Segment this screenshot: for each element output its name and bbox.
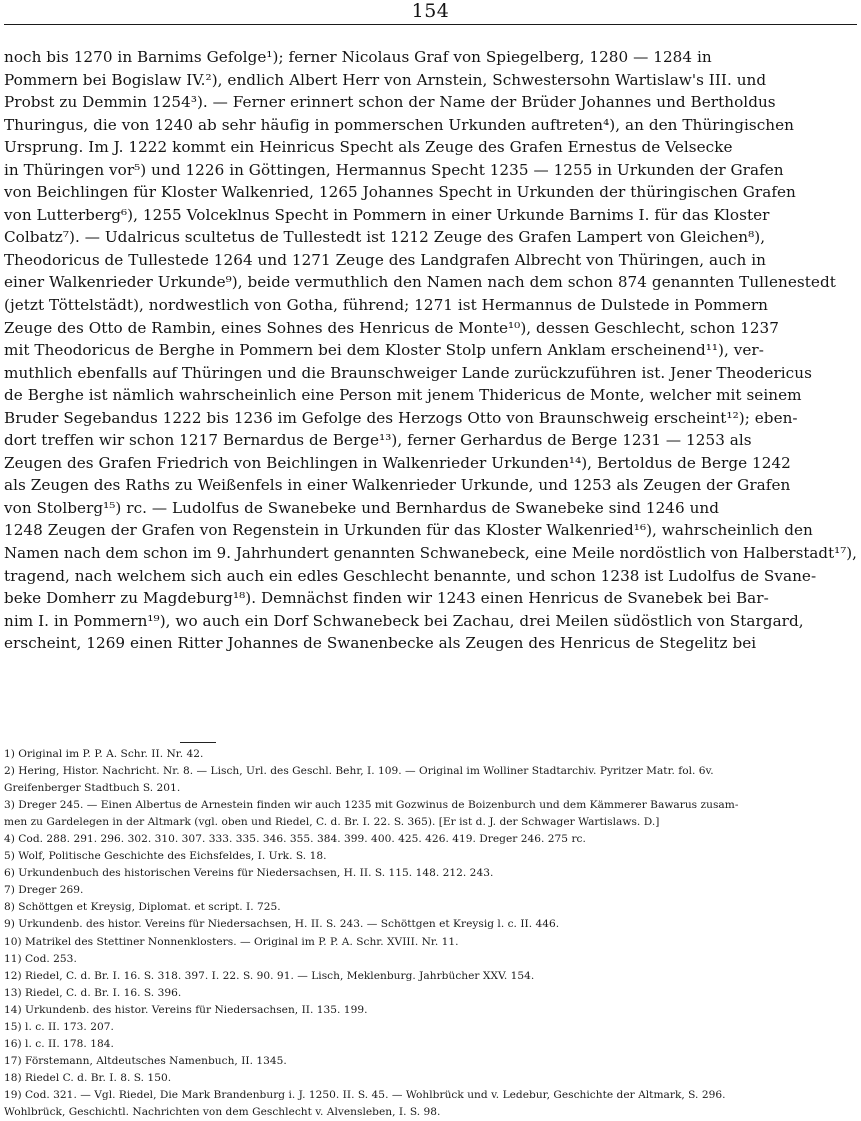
page-number: 154 (411, 0, 450, 22)
body-line: (jetzt Töttelstädt), nordwestlich von Gotha, führend; 1271 ist Hermannus de Dulstede in Pommern (4, 296, 769, 315)
body-line: Theodoricus de Tullestede 1264 und 1271 Zeuge des Landgrafen Albrecht von Thüringen, auch in (4, 250, 766, 269)
body-line: als Zeugen des Raths zu Weißenfels in einer Walkenrieder Urkunde, und 1253 als Zeugen der Grafen (4, 476, 791, 495)
body-line: Bruder Segebandus 1222 bis 1236 im Gefolge des Herzogs Otto von Braunschweig erscheint¹²); eben- (4, 408, 798, 427)
header-rule (4, 24, 857, 25)
body-line: dort treffen wir schon 1217 Bernardus de Berge¹³), ferner Gerhardus de Berge 1231 — 1253 als (4, 431, 752, 450)
footnote-line: Wohlbrück, Geschichtl. Nachrichten von dem Geschlecht v. Alvensleben, I. S. 98. (4, 1105, 441, 1118)
footnote-line: 10) Matrikel des Stettiner Nonnenklosters. — Original im P. P. A. Schr. XVIII. Nr. 11. (4, 935, 459, 948)
footnote-separator (180, 742, 216, 743)
body-line: Probst zu Demmin 1254³). — Ferner erinnert schon der Name der Brüder Johannes und Bertholdus (4, 93, 776, 112)
body-line: Colbatz⁷). — Udalricus scultetus de Tullestedt ist 1212 Zeuge des Grafen Lampert von Gleichen⁸), (4, 228, 766, 247)
body-line: von Lutterberg⁶), 1255 Volceklnus Specht in Pommern in einer Urkunde Barnims I. für das Kloster (4, 205, 770, 224)
body-line: Pommern bei Bogislaw IV.²), endlich Albert Herr von Arnstein, Schwestersohn Wartislaw's III. und (4, 70, 767, 89)
footnote-line: 8) Schöttgen et Kreysig, Diplomat. et script. I. 725. (4, 901, 281, 914)
body-line: von Stolberg¹⁵) rc. — Ludolfus de Swanebeke und Bernhardus de Swanebeke sind 1246 und (4, 498, 720, 517)
footnote-line: 11) Cod. 253. (4, 952, 77, 965)
footnote-line: 12) Riedel, C. d. Br. I. 16. S. 318. 397. I. 22. S. 90. 91. — Lisch, Meklenburg. Jahrbücher XXV. 154. (4, 969, 535, 982)
footnote-line: 3) Dreger 245. — Einen Albertus de Arnestein finden wir auch 1235 mit Gozwinus de Boizenburch und dem Kämmerer Bawarus zusam- (4, 799, 739, 812)
footnote-line: 15) l. c. II. 173. 207. (4, 1020, 114, 1033)
body-line: mit Theodoricus de Berghe in Pommern bei dem Kloster Stolp unfern Anklam erscheinend¹¹), ver- (4, 341, 764, 360)
footnote-line: 17) Förstemann, Altdeutsches Namenbuch, II. 1345. (4, 1054, 287, 1067)
footnote-line: 13) Riedel, C. d. Br. I. 16. S. 396. (4, 986, 182, 999)
footnote-line: 2) Hering, Histor. Nachricht. Nr. 8. — Lisch, Url. des Geschl. Behr, I. 109. — Original im Wolliner Stadtarchiv. Pyritzer Matr. fol. 6v. (4, 765, 714, 778)
body-line: de Berghe ist nämlich wahrscheinlich eine Person mit jenem Thidericus de Monte, welcher mit seinem (4, 386, 802, 405)
footnote-line: 7) Dreger 269. (4, 884, 84, 897)
body-line: nim I. in Pommern¹⁹), wo auch ein Dorf Schwanebeck bei Zachau, drei Meilen südöstlich von Stargard, (4, 611, 804, 630)
footnote-line: 1) Original im P. P. A. Schr. II. Nr. 42. (4, 748, 204, 760)
footnote-line: 4) Cod. 288. 291. 296. 302. 310. 307. 333. 335. 346. 355. 384. 399. 400. 425. 426. 419. Dreger 246. 275 rc. (4, 833, 586, 846)
body-line: erscheint, 1269 einen Ritter Johannes de Swanenbecke als Zeugen des Henricus de Stegelitz bei (4, 634, 757, 653)
body-line: Thuringus, die von 1240 ab sehr häufig in pommerschen Urkunden auftreten⁴), an den Thüringischen (4, 115, 795, 134)
footnote-line: men zu Gardelegen in der Altmark (vgl. oben und Riedel, C. d. Br. I. 22. S. 365). [Er ist d. J. der Schwager Wartislaws. D.] (4, 816, 660, 829)
body-line: tragend, nach welchem sich auch ein edles Geschlecht benannte, und schon 1238 ist Ludolfus de Svane- (4, 566, 817, 585)
footnote-line: Greifenberger Stadtbuch S. 201. (4, 782, 181, 795)
footnote-line: 6) Urkundenbuch des historischen Vereins für Niedersachsen, H. II. S. 115. 148. 212. 243. (4, 867, 494, 880)
body-text (4, 46, 857, 655)
body-line: beke Domherr zu Magdeburg¹⁸). Demnächst finden wir 1243 einen Henricus de Svanebek bei Bar- (4, 589, 769, 608)
body-line: muthlich ebenfalls auf Thüringen und die Braunschweiger Lande zurückzuführen ist. Jener Theodericus (4, 363, 812, 382)
body-line: Zeugen des Grafen Friedrich von Beichlingen in Walkenrieder Urkunden¹⁴), Bertoldus de Berge 1242 (4, 453, 791, 472)
footnote-line: 9) Urkundenb. des histor. Vereins für Niedersachsen, H. II. S. 243. — Schöttgen et Kreysig l. c. II. 446. (4, 918, 560, 931)
footnote-line: 19) Cod. 321. — Vgl. Riedel, Die Mark Brandenburg i. J. 1250. II. S. 45. — Wohlbrück und v. Ledebur, Geschichte der Altmark, S. 296. (4, 1088, 726, 1101)
footnote-line: 16) l. c. II. 178. 184. (4, 1037, 114, 1050)
footnote-line: 18) Riedel C. d. Br. I. 8. S. 150. (4, 1071, 172, 1084)
body-line: von Beichlingen für Kloster Walkenried, 1265 Johannes Specht in Urkunden der thüringischen Grafen (4, 183, 796, 202)
footnote-line: 5) Wolf, Politische Geschichte des Eichsfeldes, I. Urk. S. 18. (4, 850, 327, 863)
body-line: Ursprung. Im J. 1222 kommt ein Heinricus Specht als Zeuge des Grafen Ernestus de Velsecke (4, 138, 733, 157)
body-line: Zeuge des Otto de Rambin, eines Sohnes des Henricus de Monte¹⁰), dessen Geschlecht, schon 1237 (4, 318, 779, 337)
footnote-line: 14) Urkundenb. des histor. Vereins für Niedersachsen, II. 135. 199. (4, 1003, 368, 1016)
body-line: Namen nach dem schon im 9. Jahrhundert genannten Schwanebeck, eine Meile nordöstlich von Halberstadt¹⁷), (4, 544, 857, 563)
body-line: 1248 Zeugen der Grafen von Regenstein in Urkunden für das Kloster Walkenried¹⁶), wahrscheinlich den (4, 521, 813, 540)
footnotes (4, 742, 857, 1121)
body-line: in Thüringen vor⁵) und 1226 in Göttingen, Hermannus Specht 1235 — 1255 in Urkunden der Grafen (4, 160, 784, 179)
body-line: noch bis 1270 in Barnims Gefolge¹); ferner Nicolaus Graf von Spiegelberg, 1280 — 1284 in (4, 48, 712, 66)
body-line: einer Walkenrieder Urkunde⁹), beide vermuthlich den Namen nach dem schon 874 genannten Tullenestedt (4, 273, 836, 292)
